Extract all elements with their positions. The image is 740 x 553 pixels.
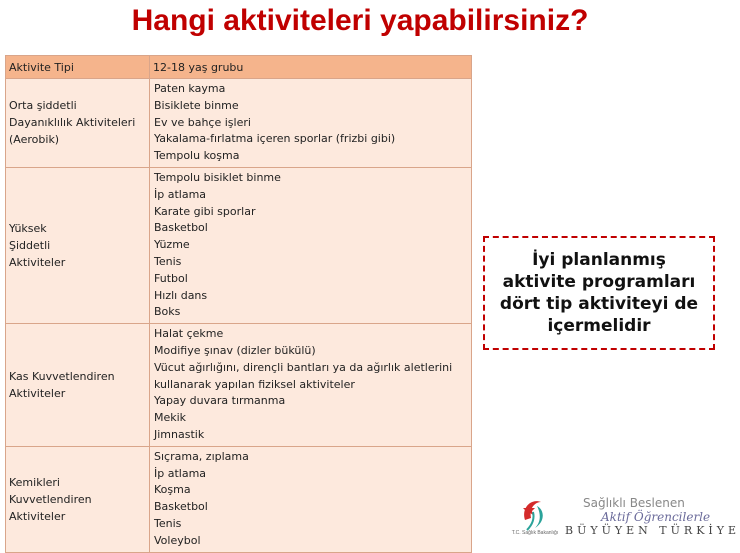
header-activity-type: Aktivite Tipi [6, 56, 150, 79]
type-line: Kas Kuvvetlendiren [9, 369, 115, 383]
type-line: Aktiviteler [9, 509, 66, 523]
type-line: Şiddetli [9, 239, 51, 253]
activity-item: Modifiye şınav (dizler bükülü) [154, 343, 316, 357]
activity-item: İp atlama [154, 187, 207, 201]
type-line: Kemikleri [9, 475, 60, 489]
table-row [6, 79, 472, 168]
activity-item: Mekik [154, 411, 187, 425]
activity-type-cell [6, 324, 150, 447]
footer-logo [505, 490, 740, 540]
activity-item: Halat çekme [154, 327, 224, 341]
activity-type-cell [6, 167, 150, 323]
activity-list-cell [150, 79, 472, 168]
activity-item: Bisiklete binme [154, 98, 239, 112]
activity-list-cell [150, 324, 472, 447]
callout-line: aktivite programları [502, 272, 696, 292]
header-age-group: 12-18 yaş grubu [150, 56, 472, 79]
activity-item: İp atlama [154, 466, 207, 480]
callout-line: dört tip aktiviteyi de [499, 294, 699, 314]
table-row [6, 167, 472, 323]
activity-item: Sıçrama, zıplama [154, 449, 249, 463]
type-line: Aktiviteler [9, 256, 66, 270]
activity-item: Boks [154, 305, 181, 319]
table-header-row [6, 56, 472, 79]
table-row [6, 324, 472, 447]
callout-box [483, 236, 715, 350]
activity-item: Koşma [154, 483, 191, 497]
type-line: Yüksek [9, 222, 47, 236]
logo-text-line3: BÜYÜYEN TÜRKİYE [565, 524, 740, 537]
activity-item: Futbol [154, 271, 188, 285]
activity-item: Yakalama-fırlatma içeren sporlar (frizbi gibi) [154, 132, 396, 146]
activity-item: Tenis [154, 254, 182, 268]
activity-item: Ev ve bahçe işleri [154, 115, 251, 129]
emblem-caption: T.C. Sağlık Bakanlığı [511, 530, 559, 536]
activity-list-cell [150, 446, 472, 552]
type-line: Aktiviteler [9, 386, 66, 400]
type-line: (Aerobik) [9, 133, 60, 147]
activity-type-cell [6, 79, 150, 168]
activity-type-cell [6, 446, 150, 552]
activity-item: Yüzme [154, 238, 190, 252]
type-line: Dayanıklılık Aktiviteleri [9, 116, 136, 130]
activity-item: Tempolu koşma [154, 149, 240, 163]
type-line: Kuvvetlendiren [9, 492, 92, 506]
activity-table [5, 55, 472, 553]
callout-text [500, 249, 698, 337]
activity-item: Paten kayma [154, 82, 226, 95]
activity-item: Tenis [154, 516, 182, 530]
activity-item: Basketbol [154, 500, 208, 514]
activity-item: kullanarak yapılan fiziksel aktiviteler [154, 377, 355, 391]
activity-list-cell [150, 167, 472, 323]
logo-text-line2: Aktif Öğrencilerle [601, 510, 711, 524]
table-row [6, 446, 472, 552]
activity-item: Voleybol [154, 533, 201, 547]
activity-item: Jimnastik [154, 427, 205, 441]
callout-line: İyi planlanmış [532, 250, 666, 270]
logo-text-line1: Sağlıklı Beslenen [583, 496, 685, 510]
page-title: Hangi aktiviteleri yapabilirsiniz? [131, 4, 589, 37]
type-line: Orta şiddetli [9, 99, 77, 113]
activity-item: Tempolu bisiklet binme [154, 170, 281, 184]
callout-line: içermelidir [547, 316, 651, 336]
activity-item: Basketbol [154, 221, 208, 235]
activity-item: Hızlı dans [154, 288, 208, 302]
activity-item: Karate gibi sporlar [154, 204, 256, 218]
activity-item: Yapay duvara tırmanma [154, 394, 286, 408]
activity-item: Vücut ağırlığını, dirençli bantları ya da ağırlık aletlerini [154, 360, 453, 374]
